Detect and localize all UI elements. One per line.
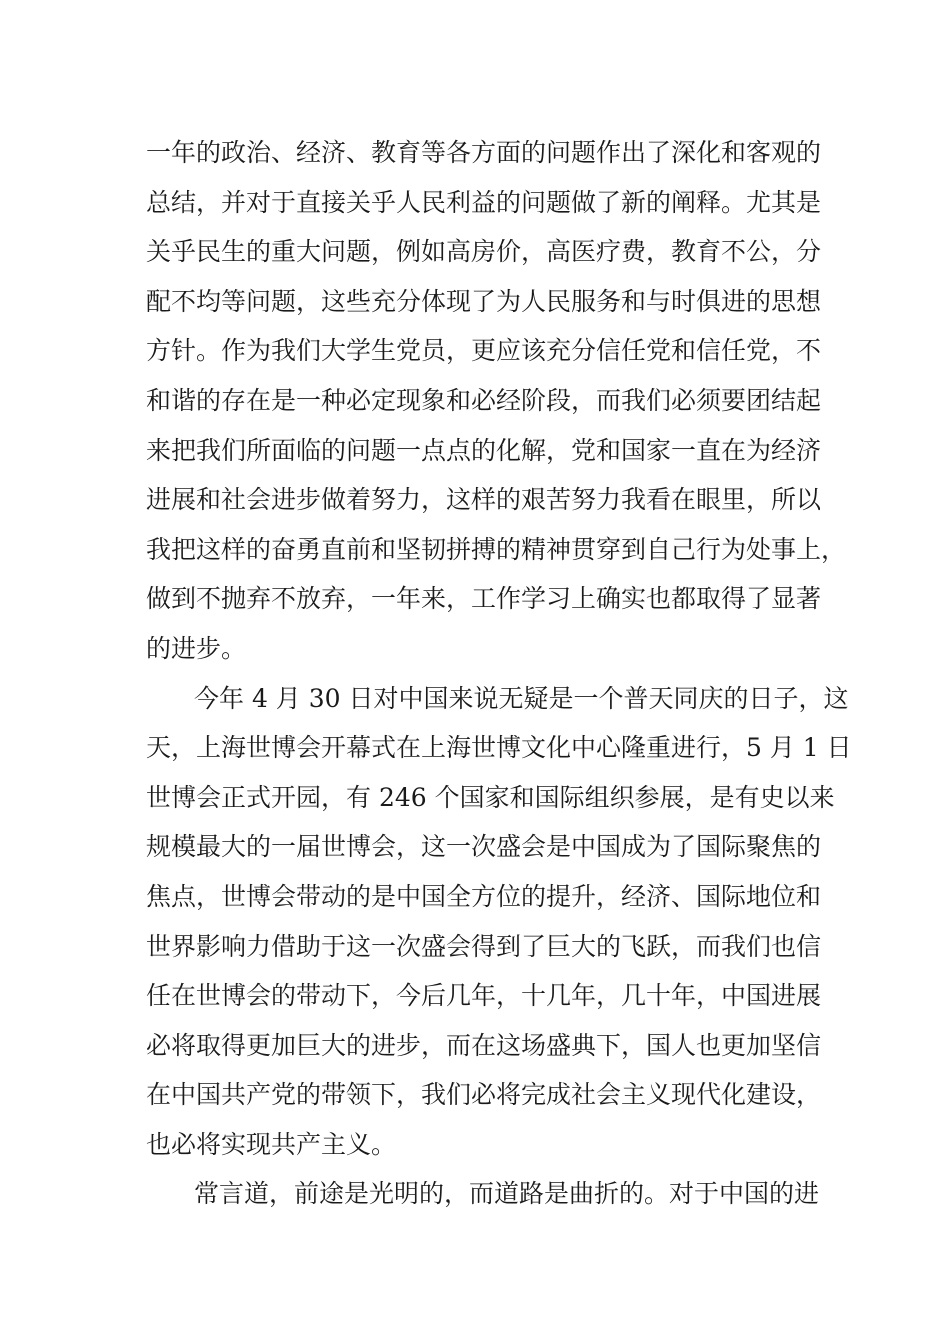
paragraph [146, 128, 847, 674]
text-line: 今年 4 月 30 日对中国来说无疑是一个普天同庆的日子，这 [194, 683, 849, 713]
text-line: 在中国共产党的带领下，我们必将完成社会主义现代化建设， [146, 1080, 822, 1110]
text-line: 规模最大的一届世博会，这一次盛会是中国成为了国际聚焦的 [146, 832, 822, 862]
text-line: 焦点，世博会带动的是中国全方位的提升，经济、国际地位和 [146, 881, 822, 911]
paragraph [146, 1169, 820, 1219]
paragraph [146, 674, 852, 1170]
text-line: 总结，并对于直接关乎人民利益的问题做了新的阐释。尤其是 [146, 187, 822, 217]
text-line: 一年的政治、经济、教育等各方面的问题作出了深化和客观的 [146, 138, 822, 167]
text-line: 天，上海世博会开幕式在上海世博文化中心隆重进行，5 月 1 日 [146, 733, 852, 763]
text-line: 进展和社会进步做着努力，这样的艰苦努力我看在眼里，所以 [146, 485, 822, 515]
text-line: 关乎民生的重大问题，例如高房价，高医疗费，教育不公，分 [146, 237, 822, 267]
text-line: 我把这样的奋勇直前和坚韧拼搏的精神贯穿到自己行为处事上， [146, 534, 847, 564]
text-line: 来把我们所面临的问题一点点的化解，党和国家一直在为经济 [146, 435, 822, 465]
text-line: 做到不抛弃不放弃，一年来，工作学习上确实也都取得了显著 [146, 584, 822, 614]
text-line: 世界影响力借助于这一次盛会得到了巨大的飞跃，而我们也信 [146, 931, 822, 961]
text-line: 方针。作为我们大学生党员，更应该充分信任党和信任党，不 [146, 336, 822, 366]
text-line: 任在世博会的带动下，今后几年，十几年，几十年，中国进展 [146, 981, 822, 1011]
text-line: 的进步。 [146, 633, 247, 663]
text-line: 必将取得更加巨大的进步，而在这场盛典下，国人也更加坚信 [146, 1030, 822, 1060]
text-line: 和谐的存在是一种必定现象和必经阶段，而我们必须要团结起 [146, 385, 822, 415]
text-line: 配不均等问题，这些充分体现了为人民服务和与时俱进的思想 [146, 286, 822, 316]
document-body [146, 128, 852, 1219]
text-line: 常言道，前途是光明的，而道路是曲折的。对于中国的进 [194, 1179, 820, 1209]
text-line: 也必将实现共产主义。 [146, 1129, 397, 1159]
text-line: 世博会正式开园，有 246 个国家和国际组织参展，是有史以来 [146, 782, 835, 812]
